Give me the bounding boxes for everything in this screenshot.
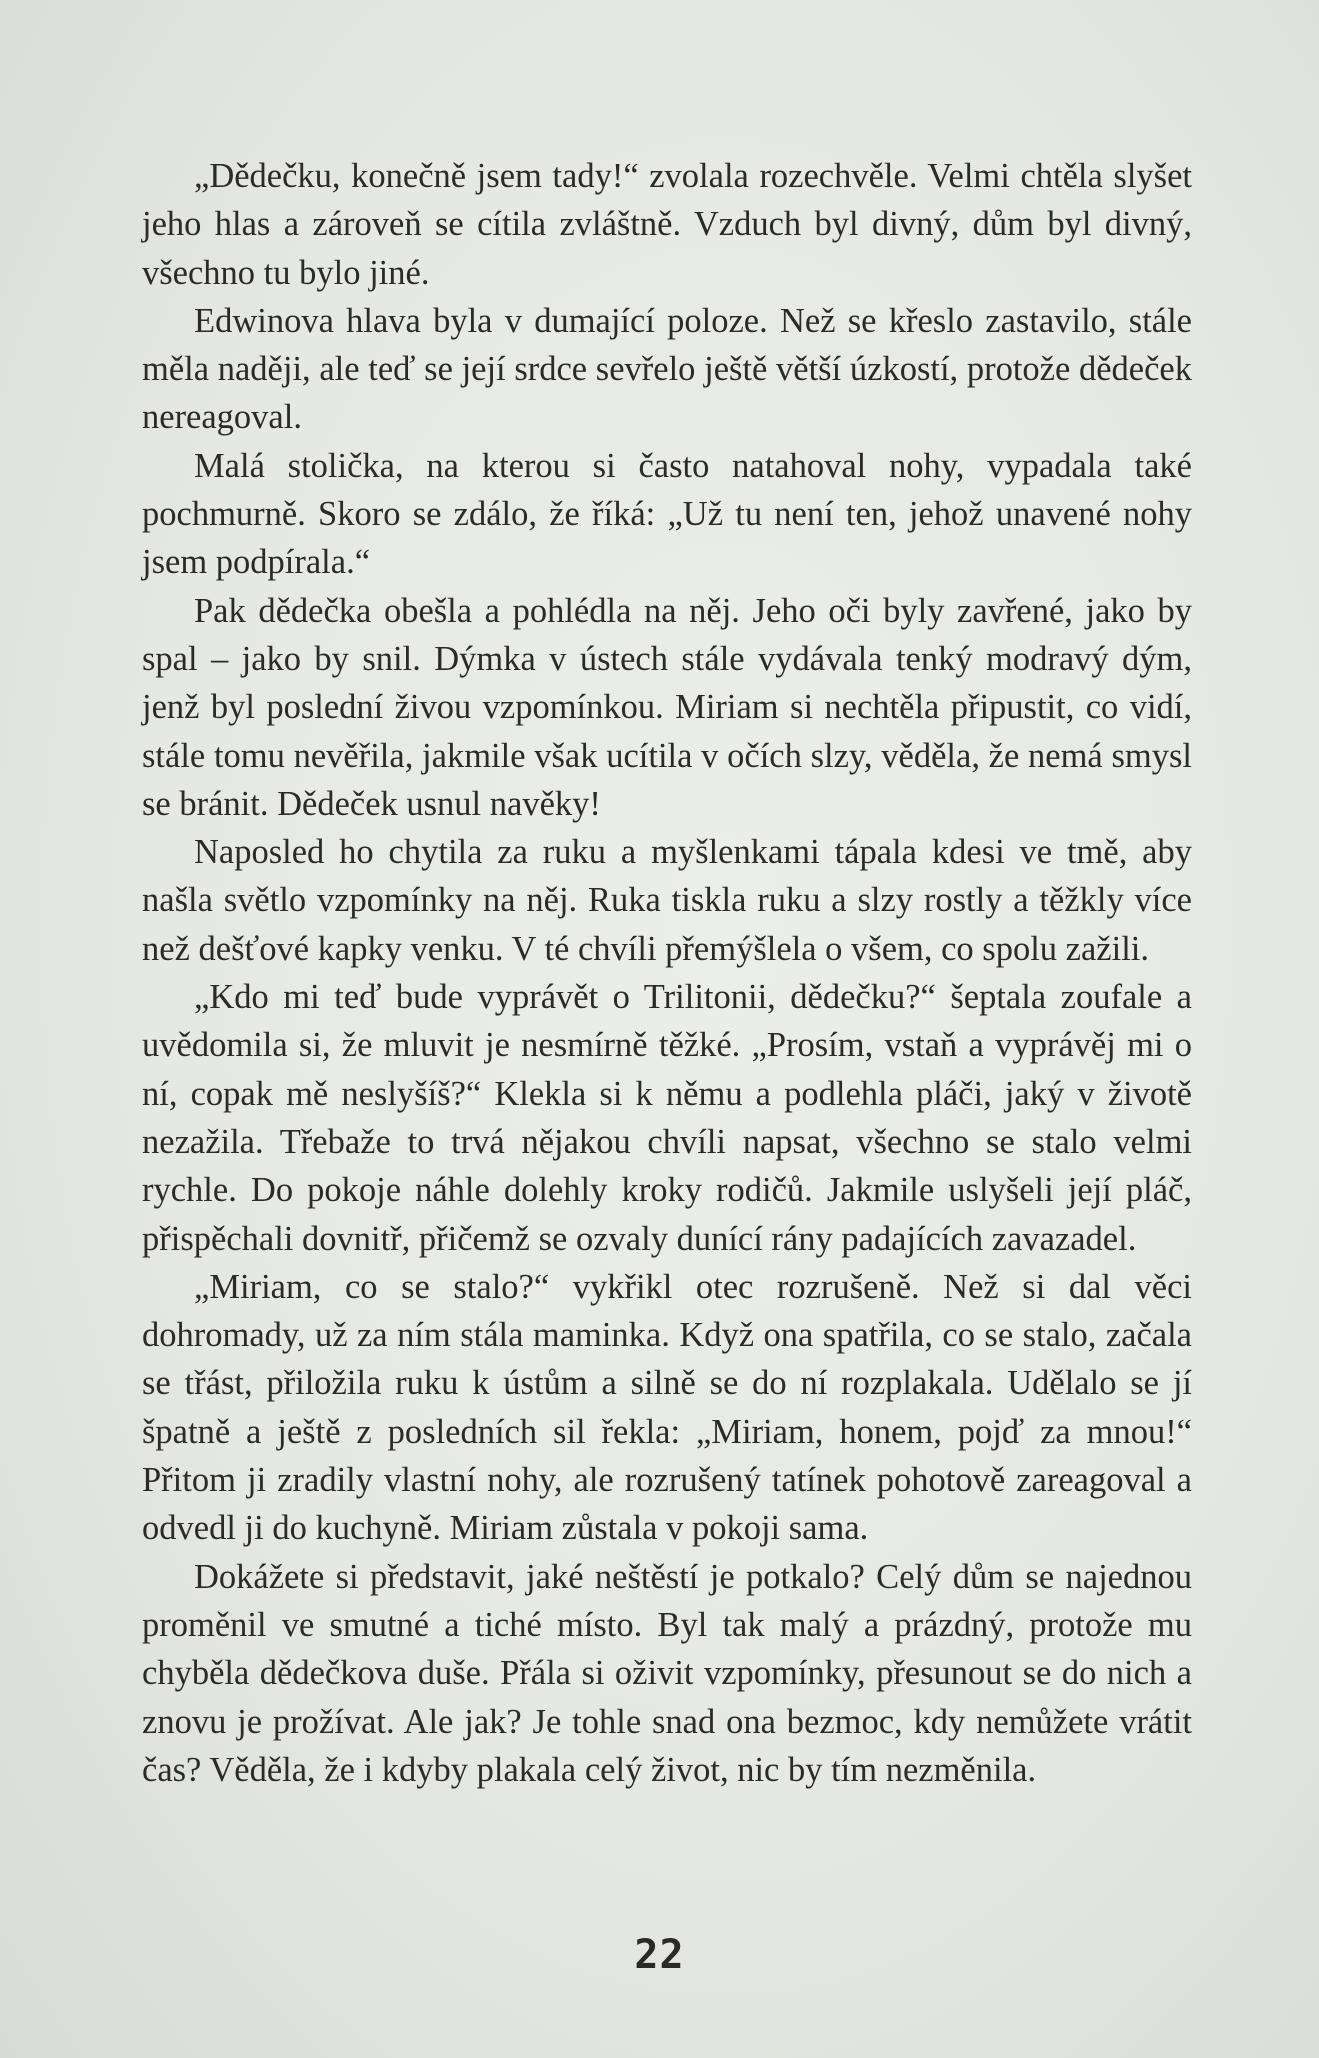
paragraph: Pak dědečka obešla a pohlédla na něj. Jeho oči byly zavřené, jako by spal – jako by snil. Dýmka v ústech stále vydávala tenký modravý dým, jenž byl poslední živou vzpomínkou. Miriam si nechtěla připustit, co vidí, stále tomu nevěřila, jakmile však ucítila v očích slzy, věděla, že nemá smysl se bránit. Dědeček usnul navěky! [142,591,1192,823]
paragraph: Malá stolička, na kterou si často natahoval nohy, vypadala také pochmurně. Skoro se zdálo, že říká: „Už tu není ten, jehož unavené nohy jsem podpírala.“ [142,446,1192,582]
paragraph: „Miriam, co se stalo?“ vykřikl otec rozrušeně. Než si dal věci dohromady, už za ním stála maminka. Když ona spatřila, co se stalo, začala se třást, přiložila ruku k ústům a silně se do ní rozplakala. Udělalo se jí špatně a ještě z posledních sil řekla: „Miriam, honem, pojď za mnou!“ Přitom ji zradily vlastní nohy, ale rozrušený tatínek pohotově zareagoval a odvedl ji do kuchyně. Miriam zůstala v pokoji sama. [142,1267,1192,1548]
paragraph: Naposled ho chytila za ruku a myšlenkami tápala kdesi ve tmě, aby našla světlo vzpomínky na něj. Ruka tiskla ruku a slzy rostly a těžkly více než dešťové kapky venku. V té chvíli přemýšlela o všem, co spolu zažili. [142,833,1192,968]
paragraph: „Dědečku, konečně jsem tady!“ zvolala rozechvěle. Velmi chtěla slyšet jeho hlas a zároveň se cítila zvláštně. Vzduch byl divný, dům byl divný, všechno tu bylo jiné. [142,157,1192,292]
body-text [142,152,1192,1794]
page-number: 22 [634,1932,685,1978]
paragraph: Edwinova hlava byla v dumající poloze. Než se křeslo zastavilo, stále měla naději, ale teď se její srdce sevřelo ještě větší úzkostí, protože dědeček nereagoval. [142,301,1192,437]
paragraph: Dokážete si představit, jaké neštěstí je potkalo? Celý dům se najednou proměnil ve smutné a tiché místo. Byl tak malý a prázdný, protože mu chyběla dědečkova duše. Přála si oživit vzpomínky, přesunout se do nich a znovu je prožívat. Ale jak? Je tohle snad ona bezmoc, kdy nemůžete vrátit čas? Věděla, že i kdyby plakala celý život, nic by tím nezměnila. [142,1557,1192,1789]
paragraph: „Kdo mi teď bude vyprávět o Trilitonii, dědečku?“ šeptala zoufale a uvědomila si, že mluvit je nesmírně těžké. „Prosím, vstaň a vyprávěj mi o ní, copak mě neslyšíš?“ Klekla si k němu a podlehla pláči, jaký v životě nezažila. Třebaže to trvá nějakou chvíli napsat, všechno se stalo velmi rychle. Do pokoje náhle dolehly kroky rodičů. Jakmile uslyšeli její pláč, přispěchali dovnitř, přičemž se ozvaly dunící rány padajících zavazadel. [142,978,1192,1258]
